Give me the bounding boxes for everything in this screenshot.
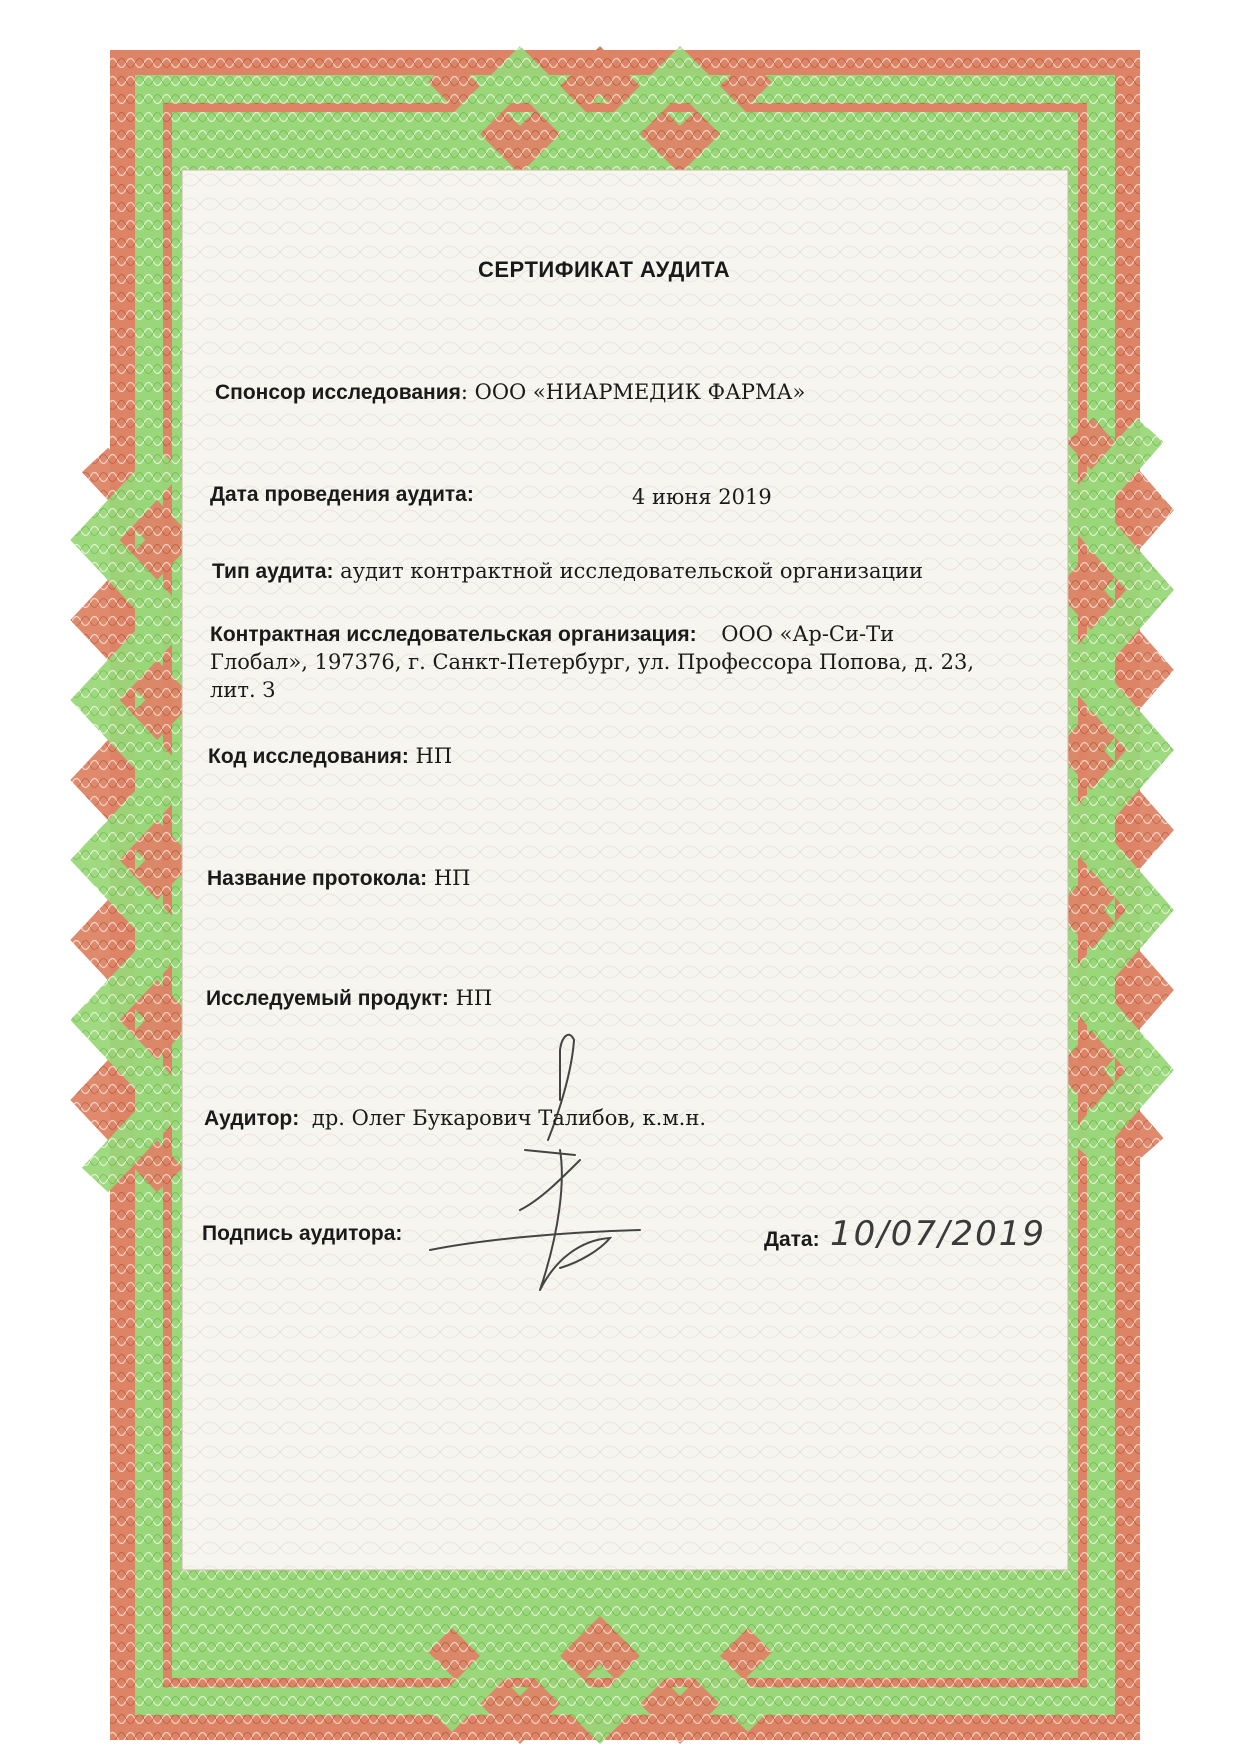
certificate-title: СЕРТИФИКАТ АУДИТА bbox=[478, 257, 731, 282]
study-code-value: НП bbox=[408, 744, 453, 768]
audit-type-row bbox=[212, 557, 923, 586]
sponsor-row bbox=[215, 378, 805, 407]
protocol-name-value: НП bbox=[427, 866, 471, 890]
cro-value-line2: Глобал», 197376, г. Санкт-Петербург, ул. Профессора Попова, д. 23, bbox=[210, 650, 974, 674]
audit-type-label: Тип аудита: bbox=[212, 560, 334, 583]
cro-row bbox=[210, 620, 894, 649]
signature-label: Подпись аудитора: bbox=[202, 1222, 403, 1245]
auditor-row bbox=[204, 1104, 706, 1133]
audit-date-label: Дата проведения аудита: bbox=[210, 483, 474, 506]
cro-value-line1: ООО «Ар-Си-Ти bbox=[721, 622, 895, 646]
cro-value-line3: лит. З bbox=[210, 678, 276, 702]
protocol-name-row bbox=[207, 864, 470, 893]
auditor-value: др. Олег Букарович Талибов, к.м.н. bbox=[311, 1106, 706, 1130]
date-label: Дата: bbox=[764, 1228, 820, 1251]
cro-label: Контрактная исследовательская организация: bbox=[210, 623, 697, 646]
sponsor-label: Спонсор исследования bbox=[215, 381, 461, 404]
product-label: Исследуемый продукт: bbox=[206, 987, 449, 1010]
audit-date-value: 4 июня 2019 bbox=[632, 485, 772, 509]
study-code-row bbox=[208, 742, 452, 771]
auditor-label: Аудитор: bbox=[204, 1107, 300, 1130]
sponsor-value: : ООО «НИАРМЕДИК ФАРМА» bbox=[460, 380, 806, 404]
handwritten-date: 10/07/2019 bbox=[830, 1214, 1046, 1254]
audit-type-value: аудит контрактной исследовательской организации bbox=[333, 559, 923, 583]
product-row bbox=[206, 984, 492, 1013]
protocol-name-label: Название протокола: bbox=[207, 867, 428, 890]
product-value: НП bbox=[448, 986, 493, 1010]
study-code-label: Код исследования: bbox=[208, 745, 409, 768]
